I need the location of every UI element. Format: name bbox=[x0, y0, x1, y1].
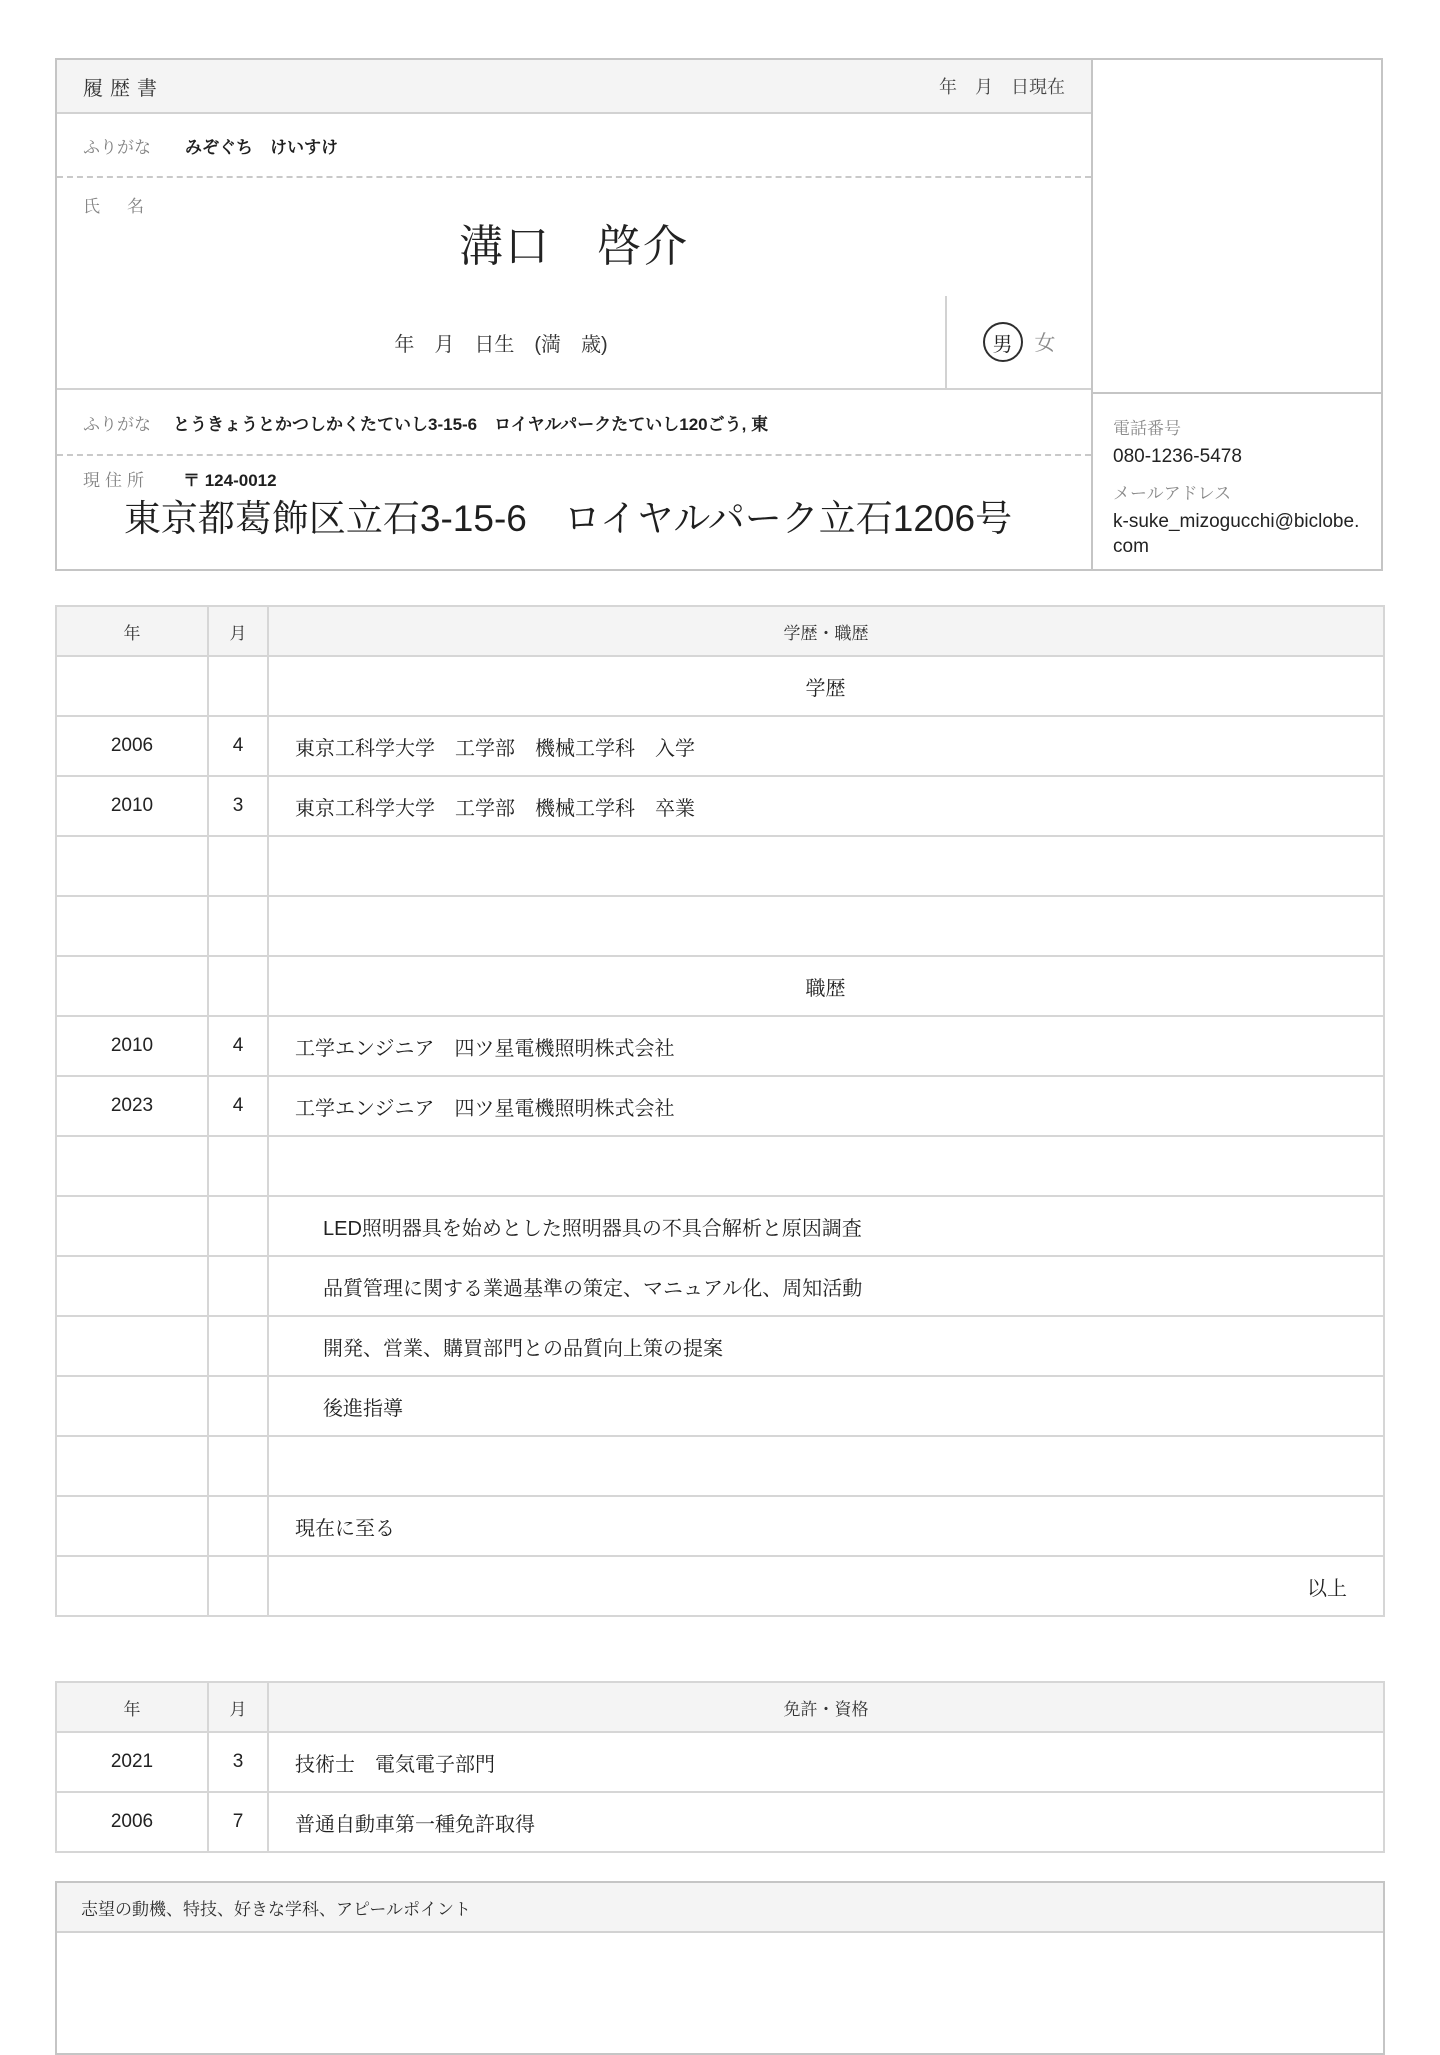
year-cell bbox=[56, 1316, 208, 1376]
name-label: 氏 名 bbox=[83, 197, 149, 216]
name-area bbox=[57, 178, 1091, 296]
address-area bbox=[57, 456, 1091, 547]
year-cell: 2010 bbox=[56, 1016, 208, 1076]
personal-info-block bbox=[55, 58, 1385, 571]
table-row bbox=[56, 956, 1384, 1016]
month-cell bbox=[208, 656, 268, 716]
year-cell bbox=[56, 1136, 208, 1196]
table-row bbox=[56, 1196, 1384, 1256]
table-row bbox=[56, 1792, 1384, 1852]
history-header-row bbox=[56, 606, 1384, 656]
header-year: 年 bbox=[56, 1682, 208, 1732]
month-cell bbox=[208, 956, 268, 1016]
content-cell: 普通自動車第一種免許取得 bbox=[268, 1792, 1384, 1852]
appeal-header: 志望の動機、特技、好きな学科、アピールポイント bbox=[57, 1883, 1383, 1933]
content-cell: 東京工科学大学 工学部 機械工学科 卒業 bbox=[268, 776, 1384, 836]
personal-left-box bbox=[55, 58, 1093, 571]
table-row bbox=[56, 1556, 1384, 1616]
year-cell bbox=[56, 896, 208, 956]
phone-value: 080-1236-5478 bbox=[1113, 446, 1242, 467]
table-row bbox=[56, 776, 1384, 836]
year-cell: 2023 bbox=[56, 1076, 208, 1136]
address-furigana-value: とうきょうとかつしかくたていし3-15-6 ロイヤルパークたていし120ごう, 東 bbox=[173, 414, 769, 434]
table-row bbox=[56, 1732, 1384, 1792]
header-content: 免許・資格 bbox=[268, 1682, 1384, 1732]
content-cell: 工学エンジニア 四ツ星電機照明株式会社 bbox=[268, 1076, 1384, 1136]
title-bar bbox=[57, 60, 1091, 114]
date-current-label: 年 月 日現在 bbox=[939, 77, 1065, 97]
content-cell: 開発、営業、購買部門との品質向上策の提案 bbox=[268, 1316, 1384, 1376]
table-row bbox=[56, 1076, 1384, 1136]
year-cell bbox=[56, 1496, 208, 1556]
content-cell: 現在に至る bbox=[268, 1496, 1384, 1556]
year-cell bbox=[56, 1256, 208, 1316]
table-row bbox=[56, 1136, 1384, 1196]
year-cell bbox=[56, 1436, 208, 1496]
year-cell: 2010 bbox=[56, 776, 208, 836]
month-cell: 7 bbox=[208, 1792, 268, 1852]
year-cell bbox=[56, 956, 208, 1016]
month-cell: 4 bbox=[208, 716, 268, 776]
month-cell bbox=[208, 896, 268, 956]
gender-male-selected-badge: 男 bbox=[983, 322, 1023, 362]
header-year: 年 bbox=[56, 606, 208, 656]
table-row bbox=[56, 1016, 1384, 1076]
header-content: 学歴・職歴 bbox=[268, 606, 1384, 656]
birth-gender-row bbox=[57, 296, 1091, 390]
header-month: 月 bbox=[208, 1682, 268, 1732]
table-row bbox=[56, 1256, 1384, 1316]
content-cell: 品質管理に関する業過基準の策定、マニュアル化、周知活動 bbox=[268, 1256, 1384, 1316]
content-cell: 後進指導 bbox=[268, 1376, 1384, 1436]
year-cell: 2006 bbox=[56, 1792, 208, 1852]
address-furigana-label: ふりがな bbox=[83, 414, 151, 434]
table-row bbox=[56, 1376, 1384, 1436]
postal-code: 〒 124-0012 bbox=[183, 471, 277, 490]
page-title: 履歴書 bbox=[83, 77, 164, 100]
content-cell: 東京工科学大学 工学部 機械工学科 入学 bbox=[268, 716, 1384, 776]
header-month: 月 bbox=[208, 606, 268, 656]
license-table bbox=[55, 1681, 1385, 1853]
year-cell bbox=[56, 836, 208, 896]
table-row bbox=[56, 836, 1384, 896]
table-row bbox=[56, 1496, 1384, 1556]
year-cell: 2006 bbox=[56, 716, 208, 776]
month-cell bbox=[208, 1436, 268, 1496]
photo-placeholder bbox=[1091, 58, 1383, 394]
table-row bbox=[56, 1436, 1384, 1496]
history-table bbox=[55, 605, 1385, 1617]
table-row bbox=[56, 896, 1384, 956]
content-cell: 技術士 電気電子部門 bbox=[268, 1732, 1384, 1792]
month-cell bbox=[208, 1376, 268, 1436]
month-cell: 3 bbox=[208, 776, 268, 836]
content-cell bbox=[268, 1436, 1384, 1496]
month-cell bbox=[208, 1556, 268, 1616]
personal-right-column bbox=[1091, 58, 1383, 571]
month-cell bbox=[208, 1496, 268, 1556]
appeal-body bbox=[57, 1933, 1383, 2053]
birthdate-label: 年 月 日生 (満 歳) bbox=[394, 333, 608, 356]
month-cell bbox=[208, 1316, 268, 1376]
table-row bbox=[56, 1316, 1384, 1376]
name-furigana-value: みぞぐち けいすけ bbox=[185, 137, 338, 157]
license-header-row bbox=[56, 1682, 1384, 1732]
appeal-box bbox=[55, 1881, 1385, 2055]
content-cell: LED照明器具を始めとした照明器具の不具合解析と原因調査 bbox=[268, 1196, 1384, 1256]
year-cell bbox=[56, 1196, 208, 1256]
content-cell: 職歴 bbox=[268, 956, 1384, 1016]
gender-female-label: 女 bbox=[1034, 332, 1056, 355]
month-cell bbox=[208, 1196, 268, 1256]
furigana-label: ふりがな bbox=[83, 137, 151, 157]
month-cell: 4 bbox=[208, 1016, 268, 1076]
table-row bbox=[56, 716, 1384, 776]
content-cell: 工学エンジニア 四ツ星電機照明株式会社 bbox=[268, 1016, 1384, 1076]
table-row bbox=[56, 656, 1384, 716]
email-label: メールアドレス bbox=[1113, 484, 1232, 504]
address-value: 東京都葛飾区立石3-15-6 ロイヤルパーク立石1206号 bbox=[123, 498, 1013, 539]
content-cell: 学歴 bbox=[268, 656, 1384, 716]
month-cell bbox=[208, 1256, 268, 1316]
content-cell bbox=[268, 836, 1384, 896]
month-cell: 4 bbox=[208, 1076, 268, 1136]
content-cell bbox=[268, 896, 1384, 956]
address-furigana-row bbox=[57, 390, 1091, 456]
month-cell bbox=[208, 836, 268, 896]
contact-box bbox=[1091, 394, 1383, 571]
year-cell bbox=[56, 1376, 208, 1436]
year-cell bbox=[56, 1556, 208, 1616]
phone-label: 電話番号 bbox=[1113, 419, 1181, 438]
month-cell: 3 bbox=[208, 1732, 268, 1792]
year-cell: 2021 bbox=[56, 1732, 208, 1792]
name-furigana-row bbox=[57, 114, 1091, 178]
address-label: 現住所 bbox=[83, 471, 149, 490]
year-cell bbox=[56, 656, 208, 716]
name-value: 溝口 啓介 bbox=[459, 222, 689, 271]
content-cell bbox=[268, 1136, 1384, 1196]
month-cell bbox=[208, 1136, 268, 1196]
gender-cell bbox=[945, 296, 1091, 388]
email-value: k-suke_mizogucchi@biclobe.com bbox=[1113, 511, 1360, 558]
content-cell: 以上 bbox=[268, 1556, 1384, 1616]
